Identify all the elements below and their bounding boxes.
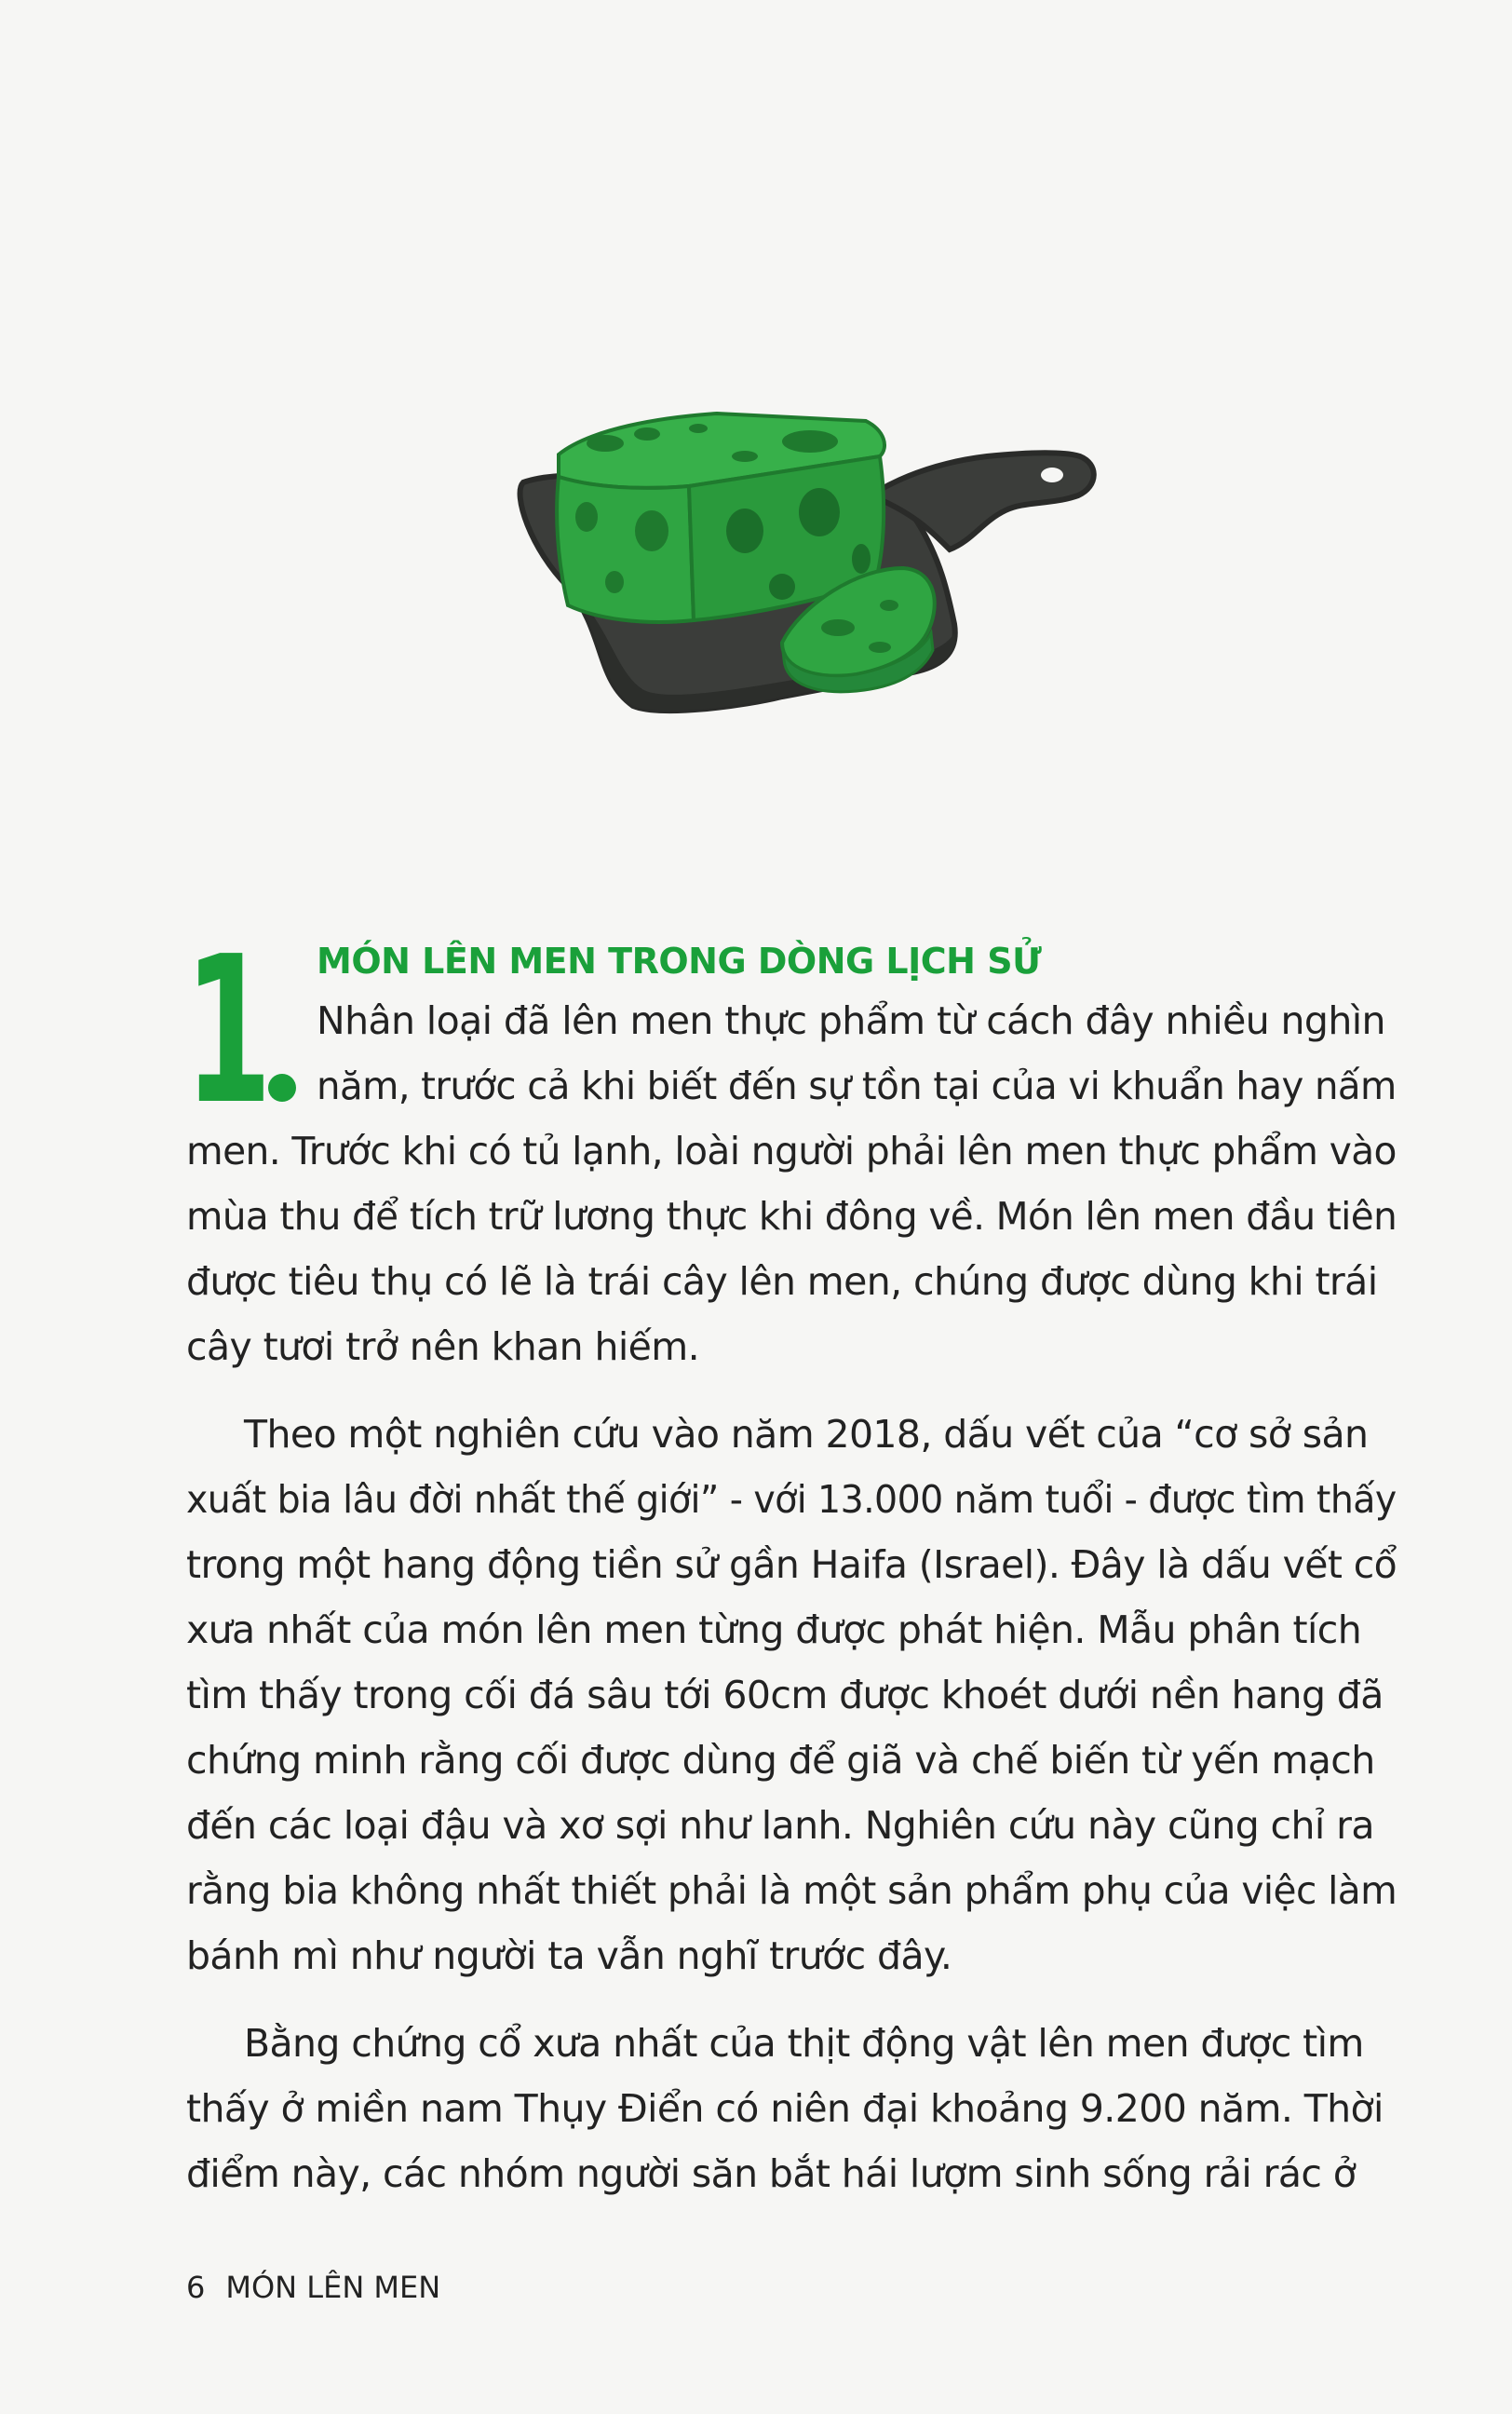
text-line: mùa thu để tích trữ lương thực khi đông về. Món lên men đầu tiên (186, 1194, 1397, 1239)
text-line: Nhân loại đã lên men thực phẩm từ cách đây nhiều nghìn (317, 998, 1385, 1043)
cheese-on-board-icon (503, 410, 1099, 726)
text-line: đến các loại đậu và xơ sợi như lanh. Nghiên cứu này cũng chỉ ra (186, 1803, 1374, 1848)
text-line: trong một hang động tiền sử gần Haifa (Israel). Đây là dấu vết cổ (186, 1542, 1397, 1587)
text-line: rằng bia không nhất thiết phải là một sản phẩm phụ của việc làm (186, 1868, 1397, 1913)
text-line: năm, trước cả khi biết đến sự tồn tại của vi khuẩn hay nấm (317, 1064, 1397, 1108)
text-line: được tiêu thụ có lẽ là trái cây lên men, chúng được dùng khi trái (186, 1259, 1378, 1304)
chapter-number: 1 (184, 914, 269, 1149)
text-line: tìm thấy trong cối đá sâu tới 60cm được khoét dưới nền hang đã (186, 1673, 1384, 1717)
text-line: Bằng chứng cổ xưa nhất của thịt động vật lên men được tìm (244, 2021, 1364, 2066)
text-line: xuất bia lâu đời nhất thế giới” - với 13.000 năm tuổi - được tìm thấy (186, 1477, 1397, 1522)
text-line: chứng minh rằng cối được dùng để giã và chế biến từ yến mạch (186, 1738, 1375, 1783)
chapter-dot-icon (268, 1074, 296, 1102)
page-number: 6 (186, 2270, 206, 2305)
text-line: xưa nhất của món lên men từng được phát hiện. Mẫu phân tích (186, 1607, 1362, 1652)
running-title: MÓN LÊN MEN (225, 2270, 441, 2305)
text-line: Theo một nghiên cứu vào năm 2018, dấu vết của “cơ sở sản (244, 1412, 1369, 1457)
text-line: bánh mì như người ta vẫn nghĩ trước đây. (186, 1933, 952, 1978)
chapter-title: MÓN LÊN MEN TRONG DÒNG LỊCH SỬ (317, 941, 1042, 982)
text-line: điểm này, các nhóm người săn bắt hái lượm sinh sống rải rác ở (186, 2151, 1357, 2196)
text-line: cây tươi trở nên khan hiếm. (186, 1324, 700, 1369)
text-line: thấy ở miền nam Thụy Điển có niên đại khoảng 9.200 năm. Thời (186, 2086, 1384, 2131)
page-footer (186, 2265, 440, 2310)
text-line: men. Trước khi có tủ lạnh, loài người phải lên men thực phẩm vào (186, 1129, 1397, 1173)
